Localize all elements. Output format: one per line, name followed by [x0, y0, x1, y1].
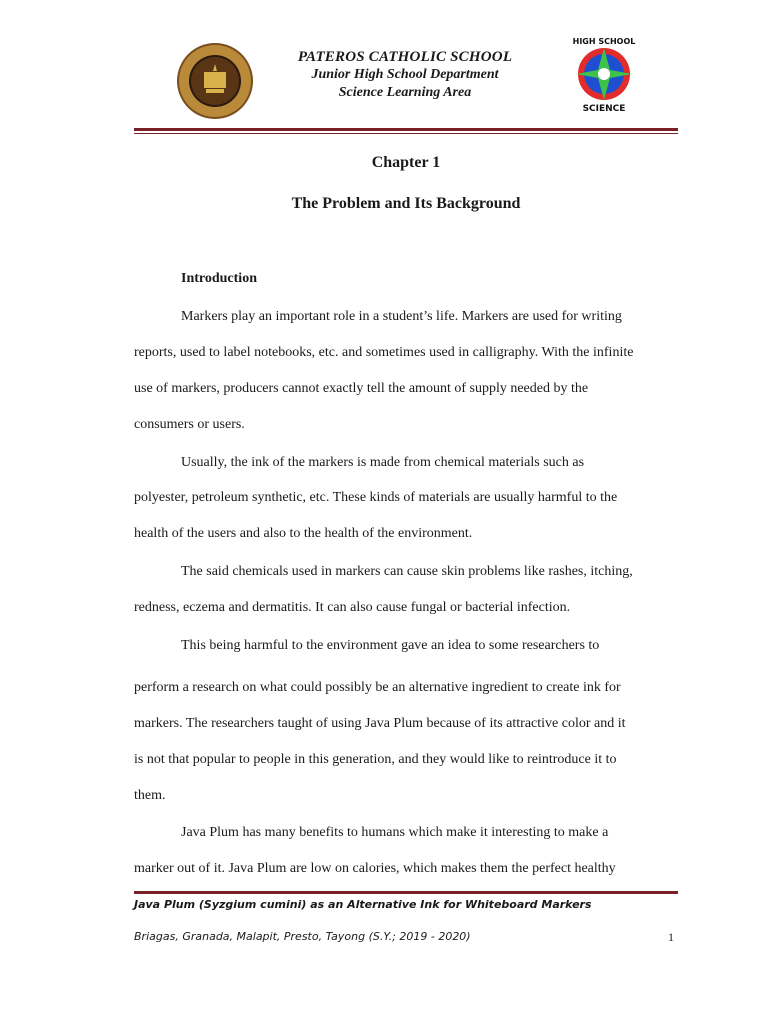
footer-rule	[134, 891, 678, 894]
header-rule-thick	[134, 128, 678, 131]
page-number: 1	[668, 930, 674, 944]
body-line: redness, eczema and dermatitis. It can also cause fungal or bacterial infection.	[134, 600, 571, 615]
school-title-block	[270, 48, 540, 102]
body-line: use of markers, producers cannot exactly tell the amount of supply needed by the	[134, 381, 589, 396]
body-line: polyester, petroleum synthetic, etc. These kinds of materials are usually harmful to the	[134, 490, 618, 505]
svg-text:HIGH SCHOOL: HIGH SCHOOL	[572, 37, 636, 46]
body-line: Usually, the ink of the markers is made from chemical materials such as	[181, 455, 585, 470]
document-header	[0, 0, 768, 130]
body-line: perform a research on what could possibly be an alternative ingredient to create ink for	[134, 680, 621, 695]
learning-area: Science Learning Area	[338, 85, 472, 100]
svg-text:SCIENCE: SCIENCE	[582, 104, 626, 114]
school-seal-logo	[176, 42, 254, 120]
section-heading: Introduction	[181, 271, 257, 286]
body-line: reports, used to label notebooks, etc. and sometimes used in calligraphy. With the infinite	[134, 345, 634, 360]
footer-authors: Briagas, Granada, Malapit, Presto, Tayong (S.Y.; 2019 - 2020)	[134, 930, 471, 943]
body-line: them.	[134, 788, 166, 803]
body-line: Java Plum has many benefits to humans which make it interesting to make a	[181, 825, 609, 840]
body-line: Markers play an important role in a student’s life. Markers are used for writing	[181, 309, 622, 324]
department-name: Junior High School Department	[311, 67, 499, 82]
body-line: marker out of it. Java Plum are low on calories, which makes them the perfect healthy	[134, 861, 616, 876]
body-line: consumers or users.	[134, 417, 245, 432]
body-line: health of the users and also to the health of the environment.	[134, 526, 473, 541]
chapter-number: Chapter 1	[371, 154, 441, 171]
body-line: This being harmful to the environment gave an idea to some researchers to	[181, 638, 600, 653]
high-school-science-logo	[566, 36, 642, 114]
body-line: is not that popular to people in this generation, and they would like to reintroduce it to	[134, 752, 617, 767]
body-line: The said chemicals used in markers can cause skin problems like rashes, itching,	[181, 564, 633, 579]
body-line: markers. The researchers taught of using Java Plum because of its attractive color and it	[134, 716, 626, 731]
footer-title: Java Plum (Syzgium cumini) as an Alternative Ink for Whiteboard Markers	[134, 898, 592, 911]
header-rule-thin	[134, 133, 678, 134]
chapter-title: The Problem and Its Background	[291, 195, 521, 212]
school-name: PATEROS CATHOLIC SCHOOL	[297, 49, 513, 65]
